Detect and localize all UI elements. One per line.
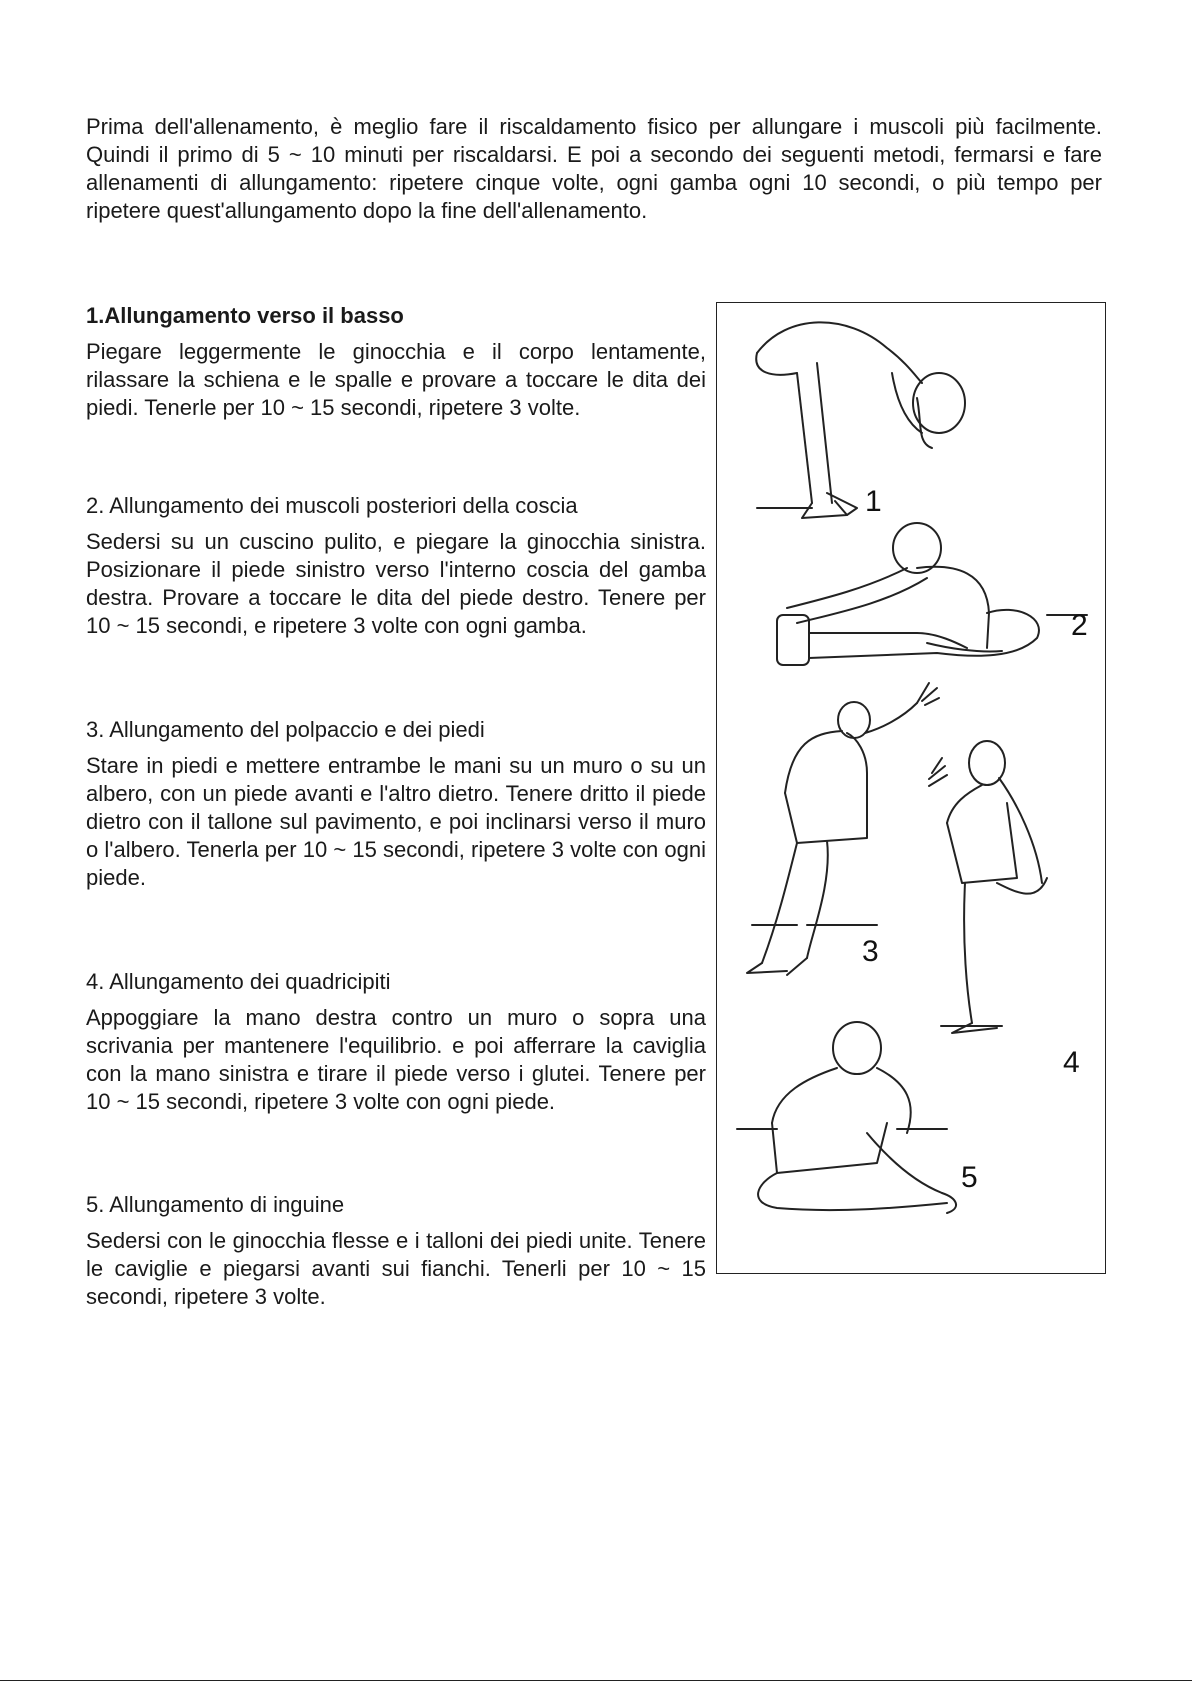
section-5-title: 5. Allungamento di inguine bbox=[86, 1192, 345, 1217]
quad-stretch-figure bbox=[929, 741, 1047, 1033]
section-5 bbox=[86, 1191, 706, 1311]
section-5-body: Sedersi con le ginocchia flesse e i talloni dei piedi unite. Tenere le caviglie e piegarsi avanti sui fianchi. Tenerli per 10 ~ 15 secondi, ripetere 3 volte. bbox=[86, 1228, 706, 1309]
section-1 bbox=[86, 302, 706, 422]
figure-label-1: 1 bbox=[865, 485, 882, 518]
seated-hamstring-figure bbox=[777, 523, 1087, 665]
figure-label-4: 4 bbox=[1063, 1046, 1080, 1079]
figure-label-3: 3 bbox=[862, 935, 879, 968]
groin-stretch-figure bbox=[737, 1022, 956, 1213]
section-4-title: 4. Allungamento dei quadricipiti bbox=[86, 969, 391, 994]
section-2 bbox=[86, 492, 706, 640]
calf-stretch-figure bbox=[747, 683, 939, 975]
section-1-title: 1.Allungamento verso il basso bbox=[86, 303, 404, 328]
section-2-title: 2. Allungamento dei muscoli posteriori della coscia bbox=[86, 493, 578, 518]
forward-bend-figure bbox=[756, 322, 965, 518]
section-2-body: Sedersi su un cuscino pulito, e piegare la ginocchia sinistra. Posizionare il piede sinistro verso l'interno coscia del gamba destra. Provare a toccare le dita del piede destro. Tenere per 10 ~ 15 secondi, e ripetere 3 volte con ogni gamba. bbox=[86, 529, 706, 638]
section-3-body: Stare in piedi e mettere entrambe le mani su un muro o su un albero, con un piede avanti e l'altro dietro. Tenere dritto il piede dietro con il tallone sul pavimento, e poi inclinarsi verso il muro o l'albero. Tenerla per 10 ~ 15 secondi, ripetere 3 volte con ogni piede. bbox=[86, 753, 706, 890]
intro-paragraph: Prima dell'allenamento, è meglio fare il riscaldamento fisico per allungare i muscoli più facilmente. Quindi il primo di 5 ~ 10 minuti per riscaldarsi. E poi a secondo dei seguenti metodi, fermarsi e fare allenamenti di allungamento: ripetere cinque volte, ogni gamba ogni 10 secondi, o più tempo per ripetere quest'allungamento dopo la fine dell'allenamento. bbox=[86, 114, 1102, 223]
section-4-body: Appoggiare la mano destra contro un muro o sopra una scrivania per mantenere l'equilibrio. e poi afferrare la caviglia con la mano sinistra e tirare il piede verso i glutei. Tenere per 10 ~ 15 secondi, ripetere 3 volte con ogni piede. bbox=[86, 1005, 706, 1114]
stretching-illustrations-panel bbox=[716, 302, 1106, 1274]
section-4 bbox=[86, 968, 706, 1116]
figure-label-5: 5 bbox=[961, 1161, 978, 1194]
section-1-body: Piegare leggermente le ginocchia e il corpo lentamente, rilassare la schiena e le spalle e provare a toccare le dita dei piedi. Tenerle per 10 ~ 15 secondi, ripetere 3 volte. bbox=[86, 339, 706, 420]
page-footer-rule bbox=[0, 1680, 1192, 1681]
section-3 bbox=[86, 716, 706, 892]
section-3-title: 3. Allungamento del polpaccio e dei piedi bbox=[86, 717, 485, 742]
figure-label-2: 2 bbox=[1071, 609, 1088, 642]
